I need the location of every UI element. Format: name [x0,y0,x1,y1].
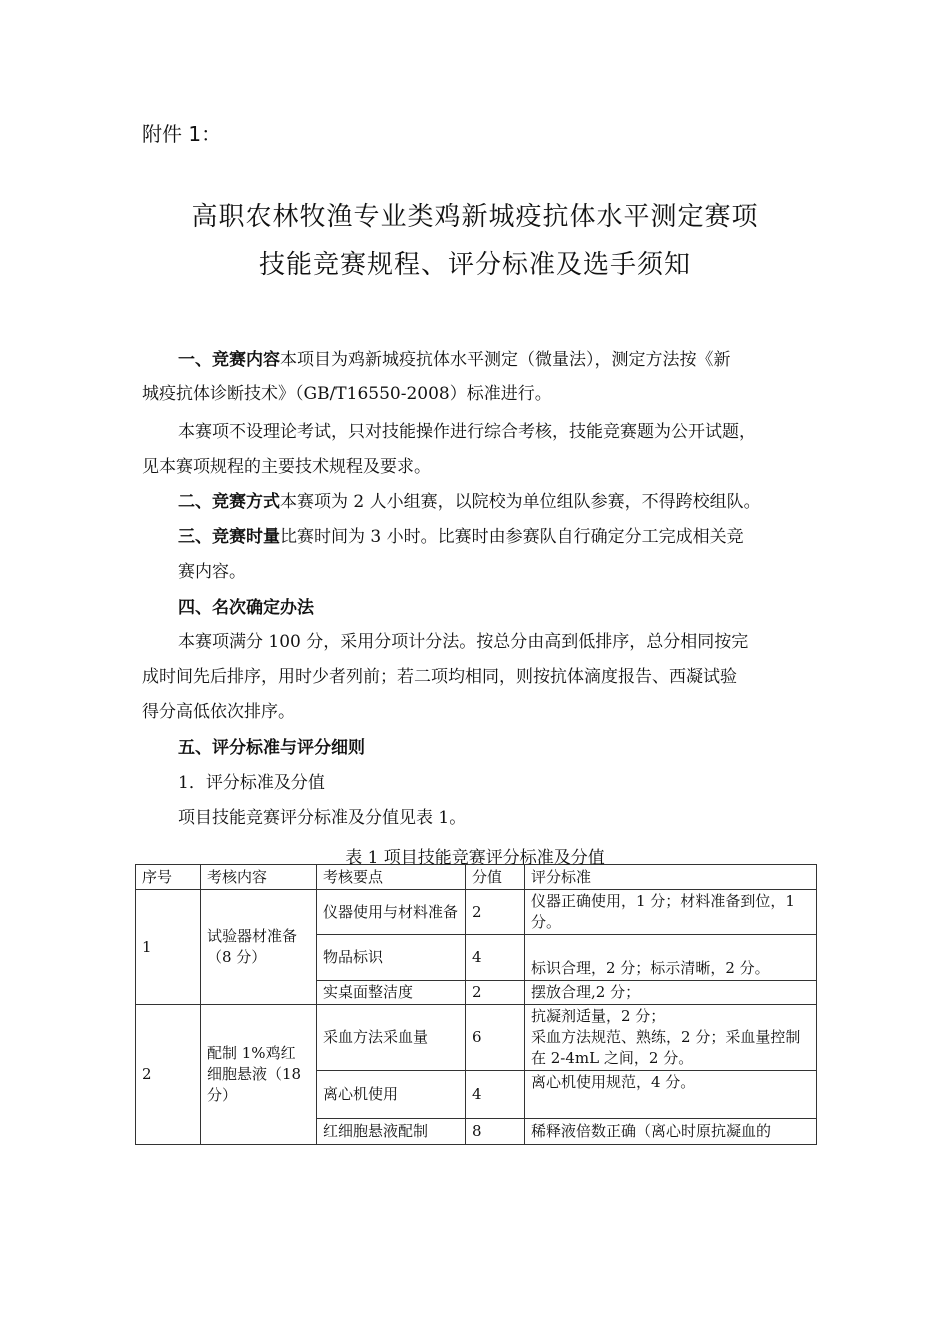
group2-no: 2 [136,1005,201,1145]
group1-row1-score: 2 [466,890,525,935]
table-row [136,890,817,935]
section1-line1 [178,348,731,372]
table-caption: 表 1 项目技能竞赛评分标准及分值 [345,848,605,868]
section5-subheading: 1．评分标准及分值 [178,773,325,793]
section1-para2-a: 本赛项不设理论考试，只对技能操作进行综合考核，技能竞赛题为公开试题， [178,422,756,442]
group2-content: 配制 1%鸡红细胞悬液（18 分） [201,1005,317,1145]
section1-text-b: 城疫抗体诊断技术》（GB/T16550-2008）标准进行。 [142,384,552,404]
group2-row1-criteria: 抗凝剂适量，2 分； 采血方法规范、熟练，2 分；采血量控制在 2-4mL 之间，2 分。 [525,1005,817,1071]
group1-no: 1 [136,890,201,1005]
header-content: 考核内容 [201,865,317,890]
section4-text-a: 本赛项满分 100 分，采用分项计分法。按总分由高到低排序，总分相同按完 [178,632,749,652]
group1-content: 试验器材准备 （8 分） [201,890,317,1005]
attachment-label: 附件 1： [142,122,222,146]
section4-text-b: 成时间先后排序，用时少者列前；若二项均相同，则按抗体滴度报告、西凝试验 [142,667,737,687]
header-point: 考核要点 [317,865,466,890]
section5-text: 项目技能竞赛评分标准及分值见表 1。 [178,808,467,828]
group2-row3-point: 红细胞悬液配制 [317,1119,466,1145]
doc-title-line2: 技能竞赛规程、评分标准及选手须知 [258,250,691,280]
group2-row3-criteria: 稀释液倍数正确（离心时原抗凝血的 [525,1119,817,1145]
group2-row1-score: 6 [466,1005,525,1071]
group2-row3-score: 8 [466,1119,525,1145]
doc-title-line1: 高职农林牧渔专业类鸡新城疫抗体水平测定赛项 [191,202,759,232]
section2-text: 本赛项为 2 人小组赛，以院校为单位组队参赛，不得跨校组队。 [280,492,761,512]
section3-text-b: 赛内容。 [178,562,246,582]
section1-heading: 一、竞赛内容 [178,350,280,370]
group1-row2-point: 物品标识 [317,935,466,981]
group2-row2-criteria: 离心机使用规范，4 分。 [525,1071,817,1119]
group1-row1-point: 仪器使用与材料准备 [317,890,466,935]
section4-text-c: 得分高低依次排序。 [142,702,295,722]
section3-line [178,525,744,549]
section5-heading: 五、评分标准与评分细则 [178,738,365,758]
header-no: 序号 [136,865,201,890]
group2-row1-point: 采血方法采血量 [317,1005,466,1071]
table-row [136,1005,817,1071]
group2-row2-score: 4 [466,1071,525,1119]
group1-row2-score: 4 [466,935,525,981]
section1-para2-b: 见本赛项规程的主要技术规程及要求。 [142,457,431,477]
header-criteria: 评分标准 [525,865,817,890]
group1-row3-criteria: 摆放合理,2 分； [525,981,817,1005]
section4-heading: 四、名次确定办法 [178,598,314,618]
group1-row3-point: 实桌面整洁度 [317,981,466,1005]
section3-heading: 三、竞赛时量 [178,527,280,547]
group1-row2-criteria: 标识合理，2 分；标示清晰，2 分。 [525,935,817,981]
group1-row1-criteria: 仪器正确使用，1 分；材料准备到位，1 分。 [525,890,817,935]
section2-heading: 二、竞赛方式 [178,492,280,512]
section1-text-a: 本项目为鸡新城疫抗体水平测定（微量法），测定方法按《新 [280,350,731,370]
header-score: 分值 [466,865,525,890]
scoring-table [135,864,817,1145]
table-header-row [136,865,817,890]
section3-text-a: 比赛时间为 3 小时。比赛时由参赛队自行确定分工完成相关竞 [280,527,744,547]
group2-row2-point: 离心机使用 [317,1071,466,1119]
section2-line [178,490,761,514]
group1-row3-score: 2 [466,981,525,1005]
